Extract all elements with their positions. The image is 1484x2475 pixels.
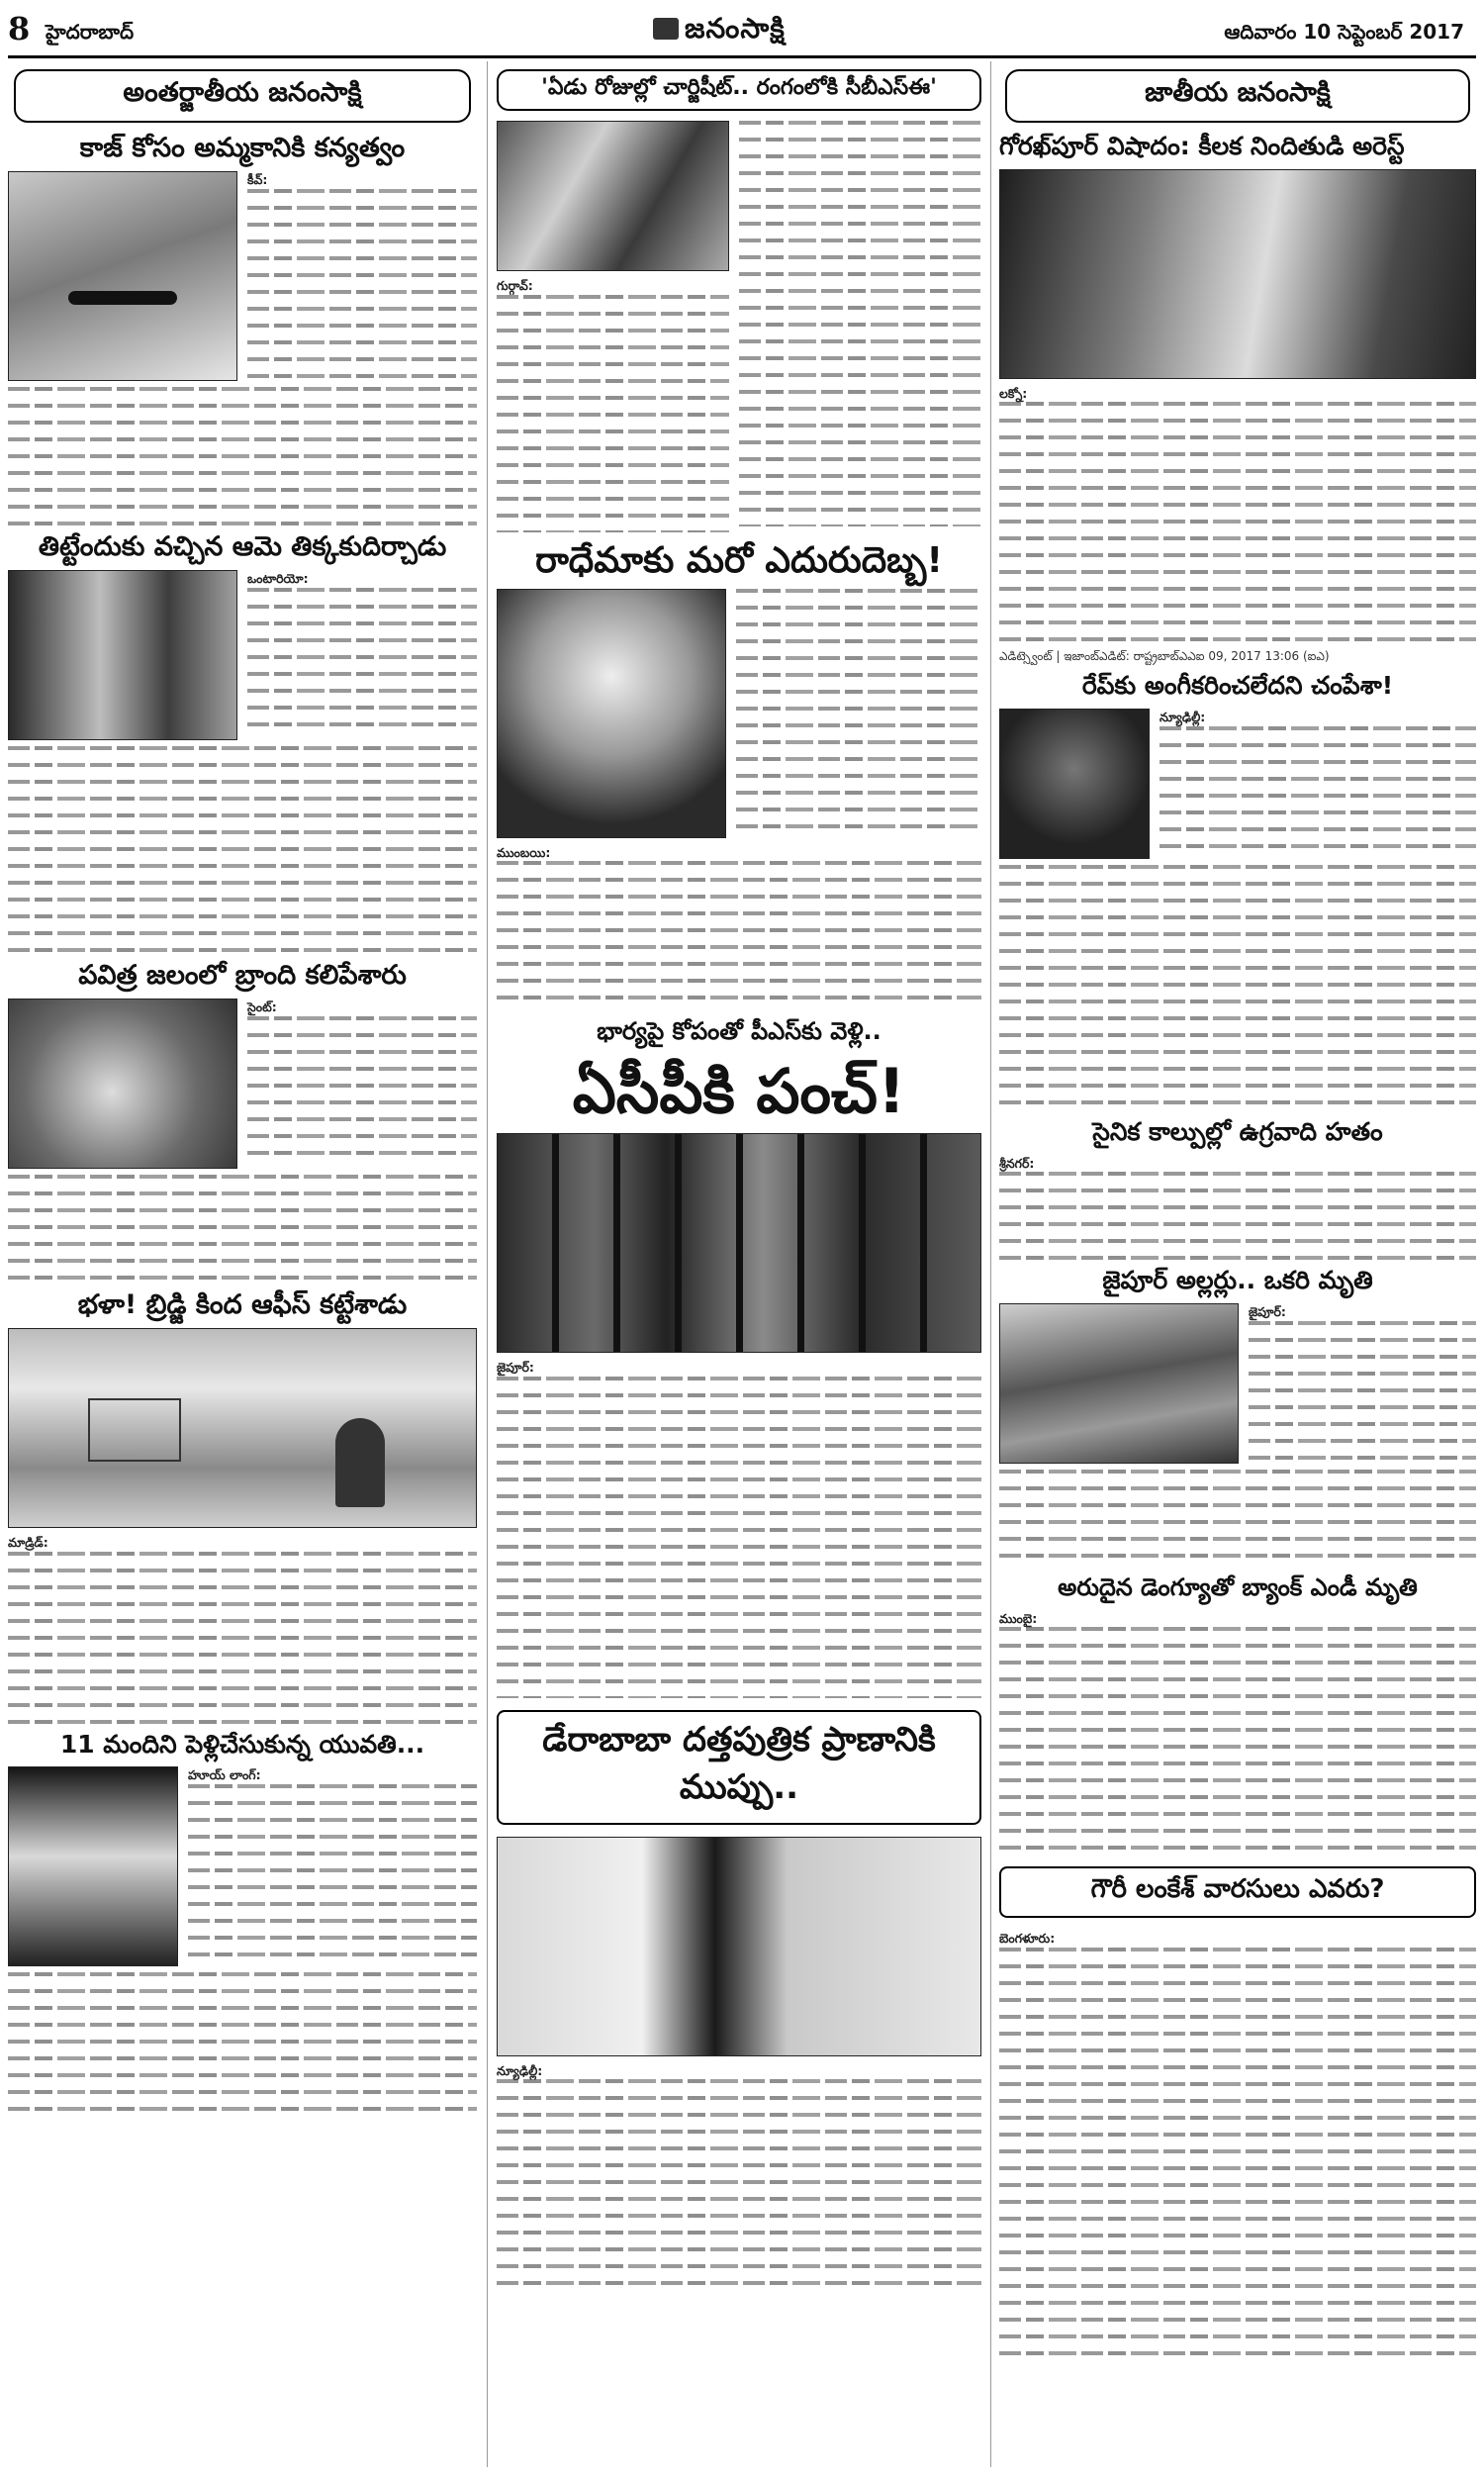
article-bride xyxy=(8,1766,477,1966)
section-band-international: అంతర్జాతీయ జనంసాక్షి xyxy=(14,69,471,123)
article-body xyxy=(999,865,1476,1112)
article-photo xyxy=(8,171,237,381)
article-body xyxy=(999,1470,1476,1569)
article-body xyxy=(8,1972,477,2111)
article-dateline: న్యూఢిల్లీ: xyxy=(1159,710,1206,724)
article-body xyxy=(1249,1321,1476,1462)
choker-shape xyxy=(68,291,177,305)
shelf-shape xyxy=(88,1398,181,1462)
article-holy-water xyxy=(8,999,477,1169)
article-title: అరుదైన డెంగ్యూతో బ్యాంక్ ఎండీ మృతి xyxy=(1058,1573,1418,1601)
masthead: జనంసాక్షి xyxy=(653,12,786,51)
article-title: కాజ్ కోసం అమ్మకానికి కన్యత్వం xyxy=(79,133,406,163)
article-body xyxy=(188,1784,477,1964)
article-photo xyxy=(999,169,1476,379)
article-dateline: కీవ్: xyxy=(247,172,268,188)
article-title: రాధేమాకు మరో ఎదురుదెబ్బ! xyxy=(535,539,943,581)
article-virginity xyxy=(8,171,477,381)
article-photo xyxy=(999,709,1150,859)
article-title: రేప్‌కు అంగీకరించలేదని చంపేశా! xyxy=(1081,671,1394,701)
article-body xyxy=(497,861,981,1009)
section-band-national: జాతీయ జనంసాక్షి xyxy=(1005,69,1470,123)
article-dateline: న్యూఢిల్లీ: xyxy=(497,2062,543,2078)
issue-date: ఆదివారం 10 సెప్టెంబర్ 2017 xyxy=(1224,20,1464,44)
article-body xyxy=(999,1948,1476,2363)
masthead-logo-icon xyxy=(653,18,679,40)
article-photo xyxy=(8,999,237,1169)
article-body xyxy=(8,746,477,954)
article-dateline: ముంబయి: xyxy=(497,844,551,860)
article-body xyxy=(739,121,981,526)
article-title: డేరాబాబా దత్తపుత్రిక ప్రాణానికి ముప్పు.. xyxy=(497,1710,981,1825)
article-dateline: లక్నో: xyxy=(999,385,1028,401)
page-number: 8 xyxy=(8,10,31,48)
article-body xyxy=(247,588,477,738)
article-title: ఏసీపీకి పంచ్! xyxy=(572,1055,906,1128)
header-rule xyxy=(8,55,1476,58)
article-photo xyxy=(497,589,726,838)
article-body xyxy=(1159,726,1476,857)
article-radhe-maa xyxy=(497,589,981,838)
article-rape-case xyxy=(999,709,1476,859)
article-dateline: శ్రీనగర్: xyxy=(999,1155,1035,1171)
article-title: 'ఏడు రోజుల్లో చార్జిషీట్.. రంగంలోకి సీబీఎస్ఈ' xyxy=(497,69,981,111)
article-body xyxy=(247,1016,477,1167)
article-title: గోరఖ్‌పూర్ విషాదం: కీలక నిందితుడి అరెస్ట్ xyxy=(999,132,1405,160)
article-dateline: హూయ్ లాంగ్: xyxy=(188,1767,261,1783)
article-photo xyxy=(497,1133,981,1353)
article-dateline: జైపూర్: xyxy=(497,1360,534,1376)
article-title: పవిత్ర జలంలో బ్రాంది కలిపేశారు xyxy=(78,960,407,992)
article-title: 11 మందిని పెళ్లిచేసుకున్న యువతి... xyxy=(59,1729,425,1759)
article-photo xyxy=(8,1766,178,1966)
article-kicker: భార్యపై కోపంతో పీఎస్‌కు వెళ్లి.. xyxy=(597,1017,881,1046)
article-body xyxy=(999,1172,1476,1261)
article-title: తిట్టేందుకు వచ్చిన ఆమె తిక్కకుదిర్చాడు xyxy=(38,531,447,563)
article-dateline: గుర్గావ్: xyxy=(497,278,533,293)
article-dateline: ముంబై: xyxy=(999,1610,1038,1626)
article-dateline: మాడ్రిడ్: xyxy=(8,1535,48,1551)
article-scold xyxy=(8,570,477,740)
edition-city: హైదరాబాద్ xyxy=(46,20,135,44)
article-byline: ఎడిట్స్వెంట్ | ఇజాంబ్ఎడిట్: రాష్ట్రబాబ్ఎఎఐ 09, 2017 13:06 (ఐఎ) xyxy=(999,649,1330,664)
article-body xyxy=(8,1552,477,1725)
article-photo xyxy=(497,121,729,271)
article-title: జైపూర్ అల్లర్లు.. ఒకరి మృతి xyxy=(1102,1266,1373,1295)
column-national xyxy=(999,61,1476,2363)
article-chargesheet xyxy=(497,121,981,532)
article-body xyxy=(8,1175,477,1284)
article-dateline: ఒంటారియో: xyxy=(247,571,309,587)
article-body xyxy=(8,387,477,525)
article-photo xyxy=(8,1328,477,1528)
column-divider xyxy=(487,61,488,2467)
person-shape xyxy=(335,1418,385,1507)
article-photo xyxy=(999,1303,1239,1464)
column-international xyxy=(8,61,477,2111)
article-jaipur xyxy=(999,1303,1476,1464)
article-title: గౌరీ లంకేశ్ వారసులు ఎవరు? xyxy=(999,1866,1476,1918)
article-body xyxy=(497,2079,981,2292)
article-dateline: సైంట్: xyxy=(247,1000,277,1015)
jail-bars-shape xyxy=(498,1134,980,1352)
article-title: భళా! బ్రిడ్జి కింద ఆఫీస్ కట్టేశాడు xyxy=(77,1289,408,1321)
page-header xyxy=(0,0,1484,57)
article-body xyxy=(999,1627,1476,1855)
article-dateline: బెంగళూరు: xyxy=(999,1931,1056,1947)
article-body xyxy=(497,295,729,532)
article-photo xyxy=(8,570,237,740)
article-dateline: జైపూర్: xyxy=(1249,1304,1286,1319)
article-body xyxy=(497,1377,981,1698)
column-divider xyxy=(990,61,991,2467)
article-photo xyxy=(497,1837,981,2056)
column-center xyxy=(497,61,981,2292)
article-title: సైనిక కాల్పుల్లో ఉగ్రవాది హతం xyxy=(1092,1117,1383,1146)
article-body xyxy=(247,189,477,379)
article-body xyxy=(736,589,981,836)
article-body xyxy=(999,402,1476,649)
